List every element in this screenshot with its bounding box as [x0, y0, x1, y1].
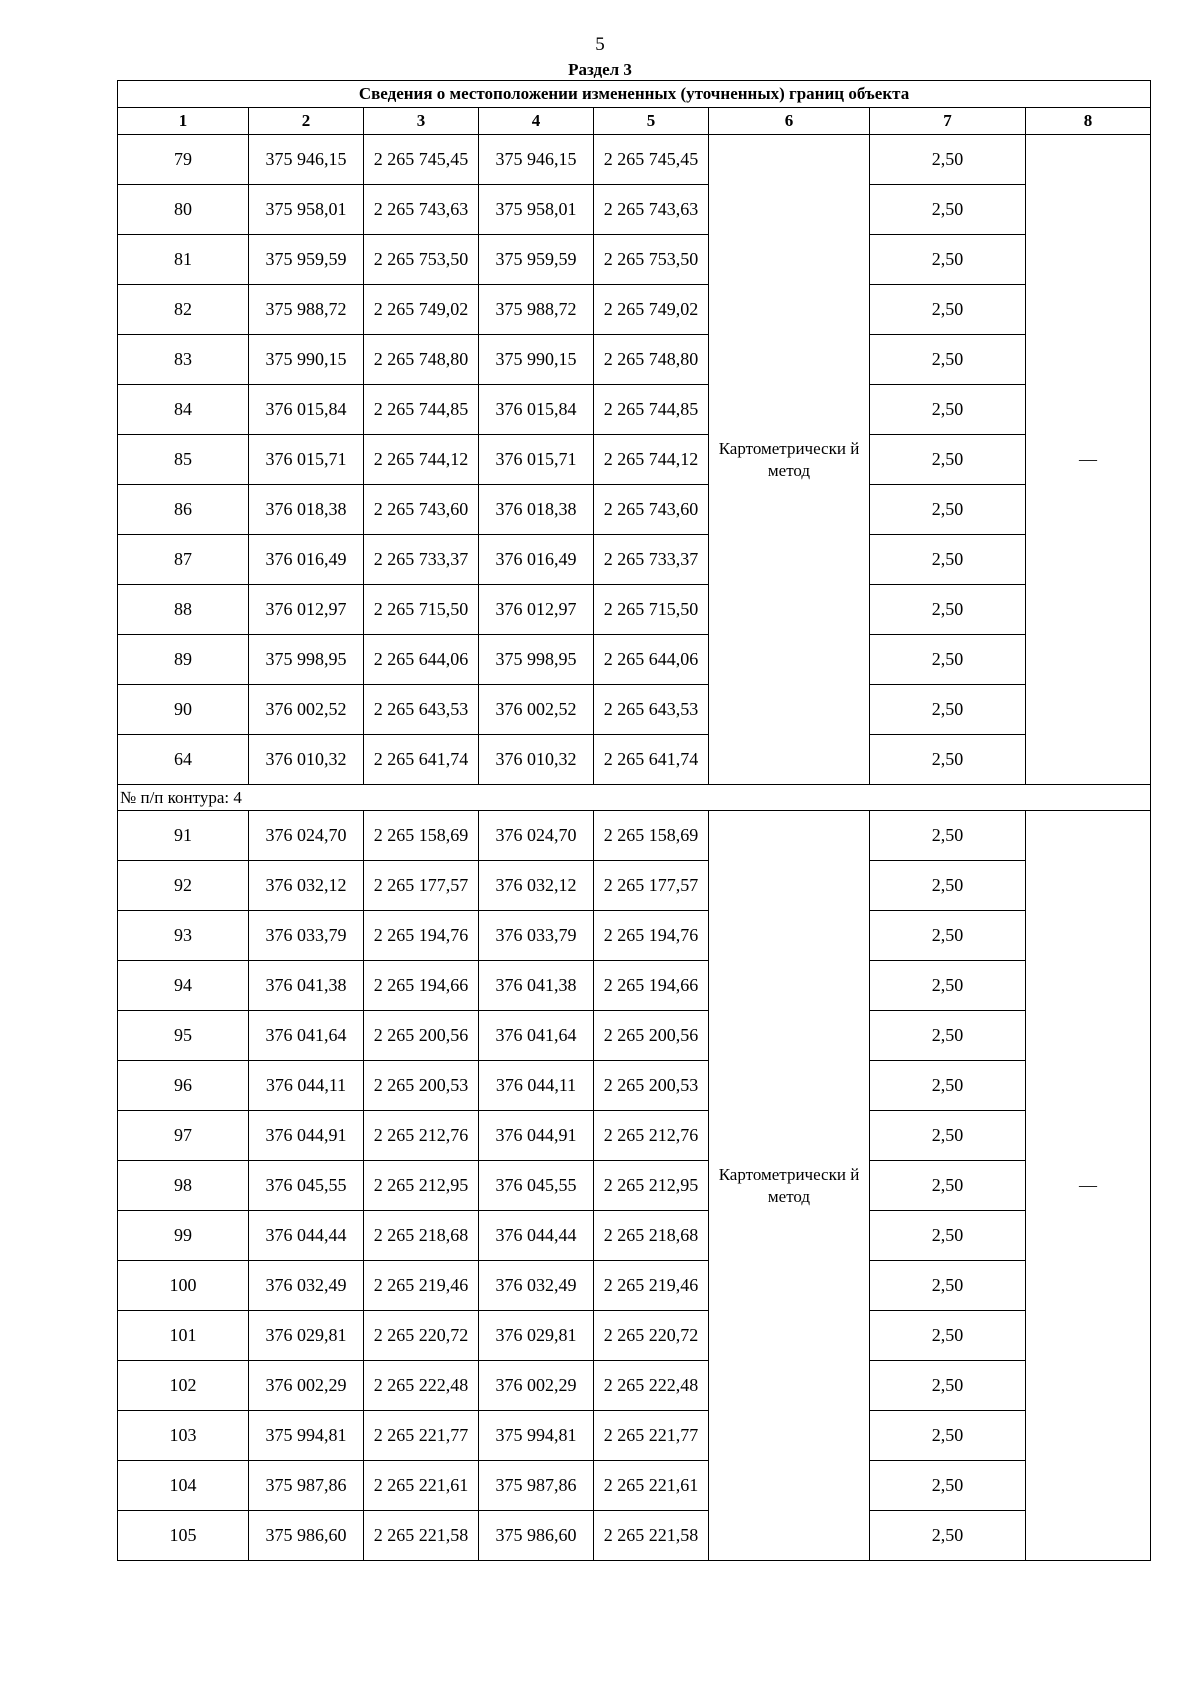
y-existing: 2 265 212,76 [364, 1111, 479, 1161]
y-new: 2 265 644,06 [594, 635, 709, 685]
accuracy-value: 2,50 [870, 1411, 1026, 1461]
x-new: 376 032,49 [479, 1261, 594, 1311]
accuracy-value: 2,50 [870, 235, 1026, 285]
x-existing: 376 041,38 [249, 961, 364, 1011]
table-row [118, 911, 1151, 961]
table-row [118, 1061, 1151, 1111]
x-existing: 376 012,97 [249, 585, 364, 635]
x-new: 375 990,15 [479, 335, 594, 385]
y-new: 2 265 221,61 [594, 1461, 709, 1511]
x-existing: 375 986,60 [249, 1511, 364, 1561]
y-existing: 2 265 158,69 [364, 811, 479, 861]
point-number: 93 [118, 911, 249, 961]
y-existing: 2 265 221,61 [364, 1461, 479, 1511]
table-row [118, 1311, 1151, 1361]
accuracy-value: 2,50 [870, 135, 1026, 185]
table-row [118, 685, 1151, 735]
x-existing: 376 018,38 [249, 485, 364, 535]
y-existing: 2 265 745,45 [364, 135, 479, 185]
y-existing: 2 265 221,58 [364, 1511, 479, 1561]
accuracy-value: 2,50 [870, 911, 1026, 961]
x-new: 376 016,49 [479, 535, 594, 585]
point-number: 64 [118, 735, 249, 785]
method-cell: Картометрически й метод [709, 135, 870, 785]
note-cell: — [1026, 135, 1151, 785]
point-number: 100 [118, 1261, 249, 1311]
accuracy-value: 2,50 [870, 1361, 1026, 1411]
point-number: 92 [118, 861, 249, 911]
y-new: 2 265 200,56 [594, 1011, 709, 1061]
y-existing: 2 265 220,72 [364, 1311, 479, 1361]
y-new: 2 265 744,12 [594, 435, 709, 485]
y-existing: 2 265 200,56 [364, 1011, 479, 1061]
x-new: 376 010,32 [479, 735, 594, 785]
x-existing: 376 045,55 [249, 1161, 364, 1211]
y-new: 2 265 643,53 [594, 685, 709, 735]
y-new: 2 265 220,72 [594, 1311, 709, 1361]
y-new: 2 265 745,45 [594, 135, 709, 185]
point-number: 105 [118, 1511, 249, 1561]
point-number: 104 [118, 1461, 249, 1511]
table-row [118, 435, 1151, 485]
point-number: 99 [118, 1211, 249, 1261]
x-new: 375 998,95 [479, 635, 594, 685]
coordinates-table [117, 80, 1151, 1561]
x-new: 375 988,72 [479, 285, 594, 335]
accuracy-value: 2,50 [870, 685, 1026, 735]
y-existing: 2 265 743,63 [364, 185, 479, 235]
y-new: 2 265 222,48 [594, 1361, 709, 1411]
y-new: 2 265 158,69 [594, 811, 709, 861]
x-new: 376 029,81 [479, 1311, 594, 1361]
x-existing: 375 994,81 [249, 1411, 364, 1461]
accuracy-value: 2,50 [870, 285, 1026, 335]
x-existing: 376 033,79 [249, 911, 364, 961]
accuracy-value: 2,50 [870, 1161, 1026, 1211]
x-existing: 376 044,44 [249, 1211, 364, 1261]
y-new: 2 265 733,37 [594, 535, 709, 585]
accuracy-value: 2,50 [870, 1061, 1026, 1111]
x-new: 376 041,64 [479, 1011, 594, 1061]
table-row [118, 1461, 1151, 1511]
table-row [118, 1161, 1151, 1211]
point-number: 91 [118, 811, 249, 861]
x-existing: 376 010,32 [249, 735, 364, 785]
column-number: 8 [1026, 108, 1151, 135]
y-new: 2 265 200,53 [594, 1061, 709, 1111]
y-existing: 2 265 218,68 [364, 1211, 479, 1261]
y-new: 2 265 641,74 [594, 735, 709, 785]
x-existing: 376 032,12 [249, 861, 364, 911]
x-new: 376 044,44 [479, 1211, 594, 1261]
column-number: 7 [870, 108, 1026, 135]
point-number: 97 [118, 1111, 249, 1161]
point-number: 82 [118, 285, 249, 335]
table-row [118, 285, 1151, 335]
y-existing: 2 265 194,66 [364, 961, 479, 1011]
x-new: 376 045,55 [479, 1161, 594, 1211]
x-existing: 375 990,15 [249, 335, 364, 385]
x-new: 376 044,11 [479, 1061, 594, 1111]
table-row [118, 1261, 1151, 1311]
accuracy-value: 2,50 [870, 961, 1026, 1011]
x-existing: 375 988,72 [249, 285, 364, 335]
note-cell: — [1026, 811, 1151, 1561]
point-number: 80 [118, 185, 249, 235]
point-number: 98 [118, 1161, 249, 1211]
point-number: 89 [118, 635, 249, 685]
y-existing: 2 265 177,57 [364, 861, 479, 911]
table-row [118, 585, 1151, 635]
table-row [118, 861, 1151, 911]
table-row [118, 235, 1151, 285]
y-new: 2 265 212,95 [594, 1161, 709, 1211]
point-number: 84 [118, 385, 249, 435]
x-new: 375 987,86 [479, 1461, 594, 1511]
y-existing: 2 265 222,48 [364, 1361, 479, 1411]
accuracy-value: 2,50 [870, 861, 1026, 911]
accuracy-value: 2,50 [870, 635, 1026, 685]
accuracy-value: 2,50 [870, 435, 1026, 485]
table-row [118, 1011, 1151, 1061]
table-row [118, 1411, 1151, 1461]
table-caption-row [118, 81, 1151, 108]
accuracy-value: 2,50 [870, 585, 1026, 635]
x-new: 376 044,91 [479, 1111, 594, 1161]
x-existing: 375 946,15 [249, 135, 364, 185]
accuracy-value: 2,50 [870, 1261, 1026, 1311]
x-new: 376 024,70 [479, 811, 594, 861]
y-existing: 2 265 748,80 [364, 335, 479, 385]
x-new: 375 994,81 [479, 1411, 594, 1461]
point-number: 96 [118, 1061, 249, 1111]
table-row [118, 735, 1151, 785]
x-existing: 376 002,29 [249, 1361, 364, 1411]
table-row [118, 1361, 1151, 1411]
x-new: 376 033,79 [479, 911, 594, 961]
x-existing: 376 041,64 [249, 1011, 364, 1061]
y-new: 2 265 218,68 [594, 1211, 709, 1261]
point-number: 87 [118, 535, 249, 585]
y-new: 2 265 715,50 [594, 585, 709, 635]
y-existing: 2 265 641,74 [364, 735, 479, 785]
table-row [118, 1111, 1151, 1161]
accuracy-value: 2,50 [870, 335, 1026, 385]
x-existing: 376 044,91 [249, 1111, 364, 1161]
column-number: 5 [594, 108, 709, 135]
y-new: 2 265 219,46 [594, 1261, 709, 1311]
accuracy-value: 2,50 [870, 811, 1026, 861]
accuracy-value: 2,50 [870, 1111, 1026, 1161]
point-number: 79 [118, 135, 249, 185]
accuracy-value: 2,50 [870, 485, 1026, 535]
accuracy-value: 2,50 [870, 735, 1026, 785]
x-existing: 376 044,11 [249, 1061, 364, 1111]
accuracy-value: 2,50 [870, 185, 1026, 235]
y-new: 2 265 753,50 [594, 235, 709, 285]
table-row [118, 1211, 1151, 1261]
contour-label: № п/п контура: 4 [118, 785, 1151, 811]
accuracy-value: 2,50 [870, 1461, 1026, 1511]
accuracy-value: 2,50 [870, 535, 1026, 585]
x-new: 376 002,52 [479, 685, 594, 735]
x-existing: 376 016,49 [249, 535, 364, 585]
accuracy-value: 2,50 [870, 385, 1026, 435]
y-existing: 2 265 715,50 [364, 585, 479, 635]
column-number: 1 [118, 108, 249, 135]
column-number: 2 [249, 108, 364, 135]
y-new: 2 265 194,66 [594, 961, 709, 1011]
x-new: 375 959,59 [479, 235, 594, 285]
x-existing: 375 987,86 [249, 1461, 364, 1511]
y-existing: 2 265 200,53 [364, 1061, 479, 1111]
x-existing: 376 015,71 [249, 435, 364, 485]
x-new: 375 946,15 [479, 135, 594, 185]
page-number: 5 [595, 34, 605, 55]
x-new: 376 012,97 [479, 585, 594, 635]
point-number: 90 [118, 685, 249, 735]
x-new: 376 002,29 [479, 1361, 594, 1411]
x-existing: 376 032,49 [249, 1261, 364, 1311]
y-existing: 2 265 749,02 [364, 285, 479, 335]
y-new: 2 265 221,77 [594, 1411, 709, 1461]
x-existing: 376 029,81 [249, 1311, 364, 1361]
y-existing: 2 265 644,06 [364, 635, 479, 685]
y-existing: 2 265 743,60 [364, 485, 479, 535]
point-number: 88 [118, 585, 249, 635]
y-new: 2 265 743,60 [594, 485, 709, 535]
point-number: 103 [118, 1411, 249, 1461]
y-existing: 2 265 212,95 [364, 1161, 479, 1211]
y-new: 2 265 194,76 [594, 911, 709, 961]
point-number: 85 [118, 435, 249, 485]
column-number: 4 [479, 108, 594, 135]
x-new: 376 041,38 [479, 961, 594, 1011]
y-existing: 2 265 194,76 [364, 911, 479, 961]
x-new: 375 958,01 [479, 185, 594, 235]
column-number: 6 [709, 108, 870, 135]
y-new: 2 265 743,63 [594, 185, 709, 235]
section-title: Раздел 3 [568, 60, 632, 79]
table-row [118, 185, 1151, 235]
method-cell: Картометрически й метод [709, 811, 870, 1561]
accuracy-value: 2,50 [870, 1511, 1026, 1561]
y-new: 2 265 744,85 [594, 385, 709, 435]
table-row [118, 961, 1151, 1011]
y-new: 2 265 749,02 [594, 285, 709, 335]
table-row [118, 535, 1151, 585]
y-existing: 2 265 733,37 [364, 535, 479, 585]
table-row [118, 385, 1151, 435]
accuracy-value: 2,50 [870, 1011, 1026, 1061]
x-new: 376 015,71 [479, 435, 594, 485]
y-new: 2 265 221,58 [594, 1511, 709, 1561]
y-existing: 2 265 744,85 [364, 385, 479, 435]
table-row [118, 135, 1151, 185]
table-row [118, 335, 1151, 385]
y-existing: 2 265 744,12 [364, 435, 479, 485]
column-number: 3 [364, 108, 479, 135]
table-row [118, 811, 1151, 861]
y-existing: 2 265 221,77 [364, 1411, 479, 1461]
x-existing: 375 958,01 [249, 185, 364, 235]
y-new: 2 265 748,80 [594, 335, 709, 385]
y-existing: 2 265 643,53 [364, 685, 479, 735]
point-number: 101 [118, 1311, 249, 1361]
table-row [118, 485, 1151, 535]
x-existing: 376 002,52 [249, 685, 364, 735]
x-existing: 375 959,59 [249, 235, 364, 285]
y-existing: 2 265 219,46 [364, 1261, 479, 1311]
contour-row [118, 785, 1151, 811]
x-existing: 376 024,70 [249, 811, 364, 861]
accuracy-value: 2,50 [870, 1311, 1026, 1361]
table-row [118, 1511, 1151, 1561]
table-caption: Сведения о местоположении измененных (уточненных) границ объекта [118, 81, 1151, 108]
x-existing: 376 015,84 [249, 385, 364, 435]
x-new: 376 032,12 [479, 861, 594, 911]
x-existing: 375 998,95 [249, 635, 364, 685]
column-number-row [118, 108, 1151, 135]
point-number: 81 [118, 235, 249, 285]
y-existing: 2 265 753,50 [364, 235, 479, 285]
point-number: 95 [118, 1011, 249, 1061]
y-new: 2 265 212,76 [594, 1111, 709, 1161]
x-new: 376 018,38 [479, 485, 594, 535]
point-number: 102 [118, 1361, 249, 1411]
x-new: 375 986,60 [479, 1511, 594, 1561]
point-number: 83 [118, 335, 249, 385]
x-new: 376 015,84 [479, 385, 594, 435]
accuracy-value: 2,50 [870, 1211, 1026, 1261]
point-number: 94 [118, 961, 249, 1011]
table-row [118, 635, 1151, 685]
y-new: 2 265 177,57 [594, 861, 709, 911]
point-number: 86 [118, 485, 249, 535]
